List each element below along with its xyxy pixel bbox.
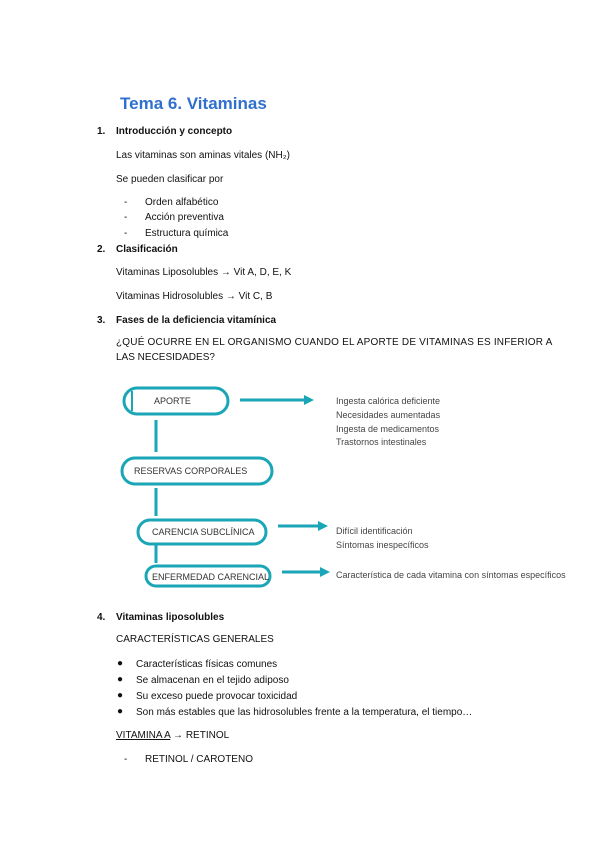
section-3-number: 3. (97, 315, 106, 326)
section-2-line-1: Vitaminas Liposolubles → Vit A, D, E, K (116, 267, 292, 278)
dash-marker: - (124, 754, 128, 765)
dash-marker: - (124, 228, 128, 239)
subclinica-note: Difícil identificación (336, 526, 413, 536)
section-1-line-2: Se pueden clasificar por (116, 174, 224, 185)
section-4-number: 4. (97, 612, 106, 623)
section-1-heading: Introducción y concepto (116, 126, 233, 137)
box-label: CARENCIA SUBCLÍNICA (152, 527, 255, 537)
section-2-heading: Clasificación (116, 244, 178, 255)
list-item: Son más estables que las hidrosolubles frente a la temperatura, el tiempo… (136, 707, 473, 718)
bullet-marker: ● (117, 674, 124, 685)
list-item: Su exceso puede provocar toxicidad (136, 691, 298, 702)
section-4-heading: Vitaminas liposolubles (116, 612, 225, 623)
dash-marker: - (124, 212, 128, 223)
section-2-line-2: Vitaminas Hidrosolubles → Vit C, B (116, 291, 273, 302)
vitamina-a-rest: → RETINOL (170, 730, 230, 741)
page-title: Tema 6. Vitaminas (120, 94, 267, 113)
bullet-marker: ● (117, 658, 124, 669)
dash-marker: - (124, 197, 128, 208)
question-line-2: LAS NECESIDADES? (116, 352, 215, 363)
bullet-marker: ● (117, 706, 124, 717)
aporte-note: Ingesta calórica deficiente (336, 396, 441, 406)
list-item: Características físicas comunes (136, 659, 278, 670)
section-1-line-1: Las vitaminas son aminas vitales (NH₂) (116, 150, 290, 161)
section-3-heading: Fases de la deficiencia vitamínica (116, 315, 277, 326)
vitamina-a-label: VITAMINA A (116, 730, 171, 741)
box-label: APORTE (154, 396, 191, 406)
aporte-note: Necesidades aumentadas (336, 410, 441, 420)
vitamina-a-line (116, 730, 229, 741)
deficiency-diagram (0, 378, 600, 598)
arrow-head (318, 521, 328, 531)
box-label: ENFERMEDAD CARENCIAL (152, 572, 270, 582)
question-line-1: ¿QUÉ OCURRE EN EL ORGANISMO CUANDO EL APORTE DE VITAMINAS ES INFERIOR A (116, 337, 553, 348)
section-1-number: 1. (97, 126, 106, 137)
arrow-head (304, 395, 314, 405)
list-item: Orden alfabético (145, 197, 219, 208)
list-item: Estructura química (145, 228, 229, 239)
section-4-subheading: CARACTERÍSTICAS GENERALES (116, 634, 274, 645)
list-item: Acción preventiva (145, 212, 224, 223)
carencial-note: Característica de cada vitamina con síntomas específicos (336, 570, 566, 580)
list-item: Se almacenan en el tejido adiposo (136, 675, 289, 686)
aporte-note: Trastornos intestinales (336, 437, 427, 447)
subclinica-note: Síntomas inespecíficos (336, 540, 429, 550)
aporte-note: Ingesta de medicamentos (336, 424, 440, 434)
box-label: RESERVAS CORPORALES (134, 466, 248, 476)
arrow-head (320, 567, 330, 577)
section-2-number: 2. (97, 244, 106, 255)
list-item: RETINOL / CAROTENO (145, 754, 253, 765)
bullet-marker: ● (117, 690, 124, 701)
